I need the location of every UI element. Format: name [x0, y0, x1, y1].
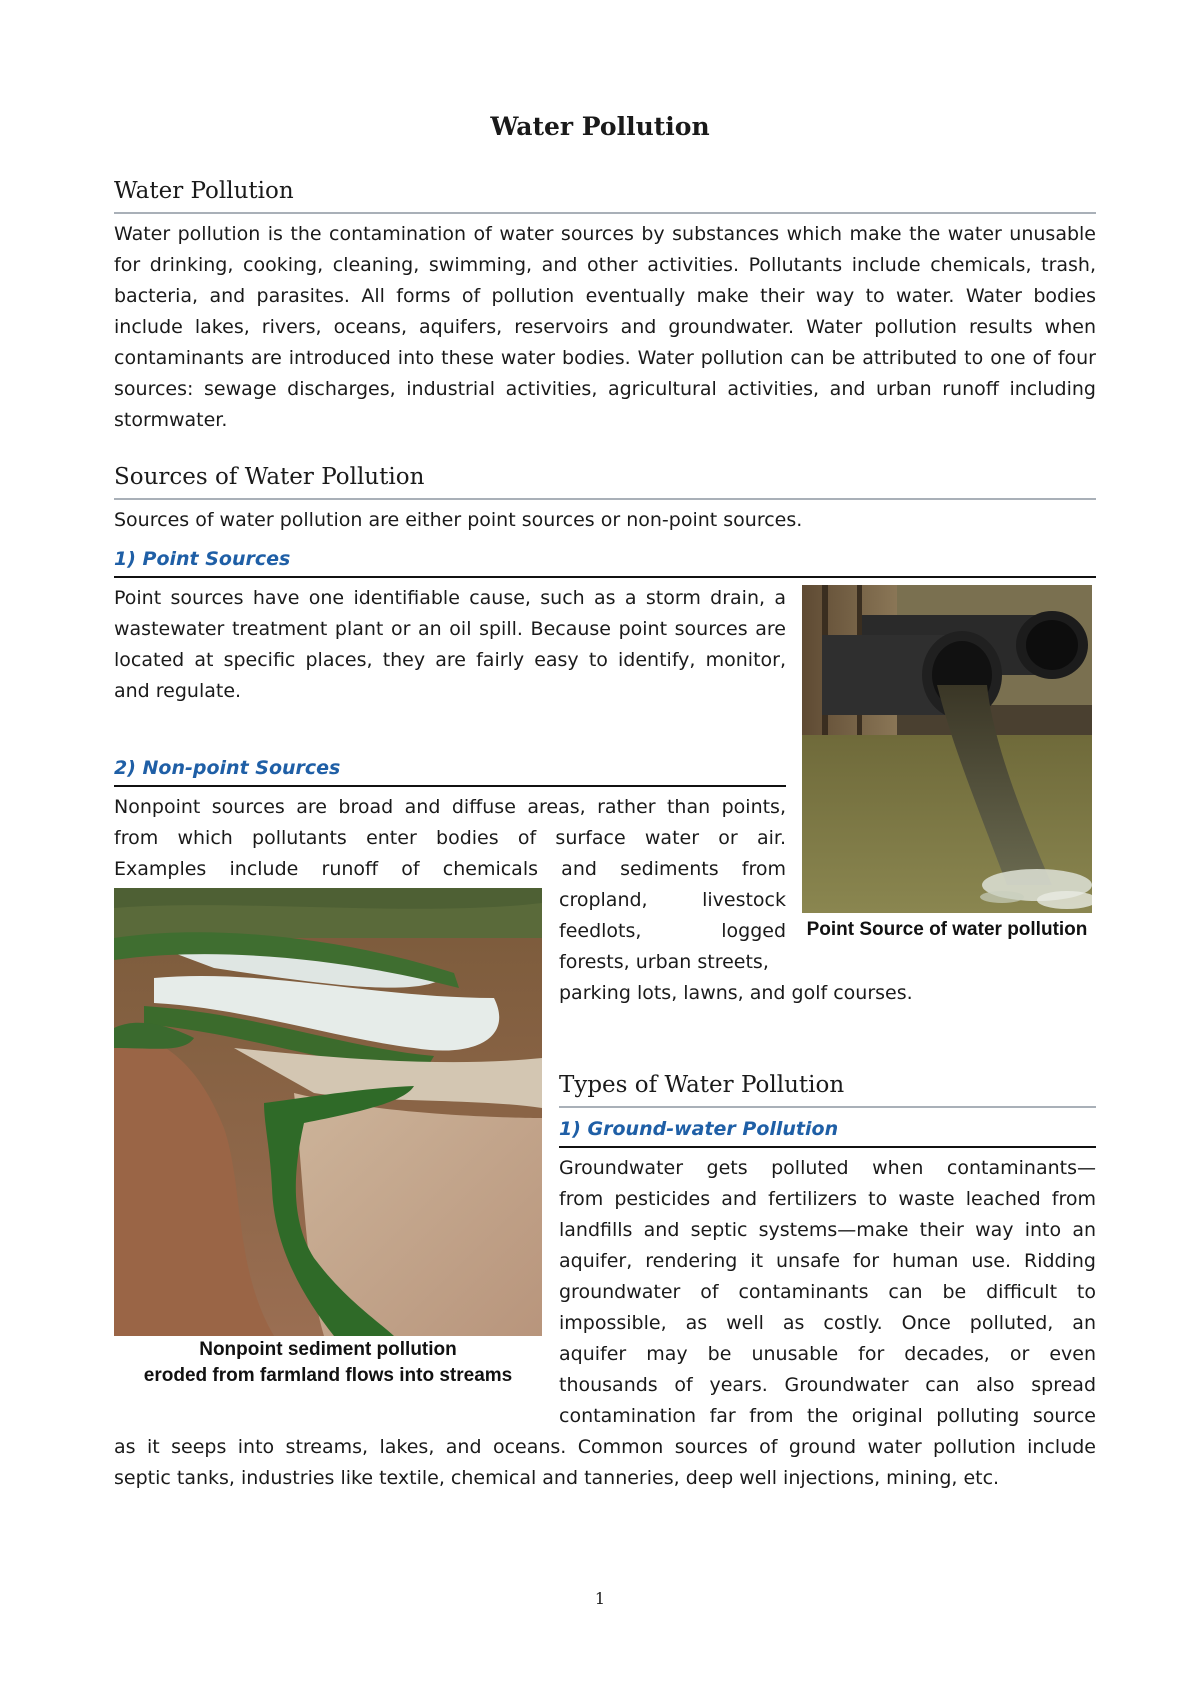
nonpoint-line: feedlots, logged — [559, 920, 786, 942]
intro-paragraph: Water pollution is the contamination of water sources by substances which make the water unusable for drinking, cooking, cleaning, swimming, and other activities. Pollutants include chemicals, trash, bacteria, and parasites. All forms of pollution eventually make their way to water. Water bodies include lakes, rivers, oceans, aquifers, reservoirs and groundwater. Water pollution results when contaminants are introduced into these water bodies. Water pollution can be attributed to one of four sources: sewage discharges, industrial activities, agricultural activities, and urban runoff including stormwater. — [114, 223, 1096, 431]
nonpoint-caption-line: eroded from farmland flows into streams — [143, 1365, 513, 1386]
nonpoint-line: from which pollutants enter bodies of surface water or air. — [114, 827, 786, 849]
groundwater-line: impossible, as well as costly. Once polluted, an — [559, 1312, 1096, 1334]
subheading-groundwater: 1) Ground-water Pollution — [559, 1118, 839, 1140]
groundwater-line: Groundwater gets polluted when contaminants— — [559, 1157, 1096, 1179]
groundwater-line: landfills and septic systems—make their way into an — [559, 1219, 1096, 1241]
nonpoint-line: parking lots, lawns, and golf courses. — [559, 982, 913, 1004]
section-rule — [114, 212, 1096, 214]
page-number: 1 — [594, 1589, 606, 1608]
nonpoint-line: Nonpoint sources are broad and diffuse areas, rather than points, — [114, 796, 786, 818]
sources-intro-text: Sources of water pollution are either point sources or non-point sources. — [114, 509, 803, 531]
nonpoint-caption-line: Nonpoint sediment pollution — [199, 1339, 457, 1360]
subsection-rule — [114, 785, 786, 787]
groundwater-line: contamination far from the original polluting source — [559, 1405, 1096, 1427]
groundwater-line: groundwater of contaminants can be difficult to — [559, 1281, 1096, 1303]
groundwater-line: septic tanks, industries like textile, chemical and tanneries, deep well injections, mining, etc. — [114, 1467, 1000, 1489]
point-source-photo — [802, 585, 1092, 913]
nonpoint-line: cropland, livestock — [559, 889, 786, 911]
document-title: Water Pollution — [490, 112, 710, 141]
nonpoint-line: Examples include runoff of chemicals and sediments from — [114, 858, 786, 880]
groundwater-line: aquifer, rendering it unsafe for human use. Ridding — [559, 1250, 1096, 1272]
groundwater-line: as it seeps into streams, lakes, and oceans. Common sources of ground water pollution include — [114, 1436, 1096, 1458]
point-sources-paragraph: Point sources have one identifiable cause, such as a storm drain, a wastewater treatment plant or an oil spill. Because point sources are located at specific places, they are fairly easy to identify, monitor, and regulate. — [114, 587, 786, 702]
subheading-nonpoint-sources: 2) Non-point Sources — [114, 757, 341, 779]
subheading-point-sources: 1) Point Sources — [114, 548, 291, 570]
point-source-caption: Point Source of water pollution — [806, 919, 1088, 940]
subsection-rule — [559, 1146, 1096, 1148]
section-rule — [559, 1106, 1096, 1108]
groundwater-line: from pesticides and fertilizers to waste leached from — [559, 1188, 1096, 1210]
subsection-rule — [114, 576, 1096, 578]
groundwater-line: thousands of years. Groundwater can also spread — [559, 1374, 1096, 1396]
nonpoint-source-photo — [114, 888, 542, 1336]
nonpoint-line: forests, urban streets, — [559, 951, 769, 973]
section-rule — [114, 498, 1096, 500]
section-heading-types: Types of Water Pollution — [559, 1072, 845, 1098]
section-heading-water-pollution: Water Pollution — [114, 178, 294, 204]
nonpoint-source-caption — [114, 1337, 542, 1389]
section-heading-sources: Sources of Water Pollution — [114, 464, 425, 490]
groundwater-line: aquifer may be unusable for decades, or even — [559, 1343, 1096, 1365]
